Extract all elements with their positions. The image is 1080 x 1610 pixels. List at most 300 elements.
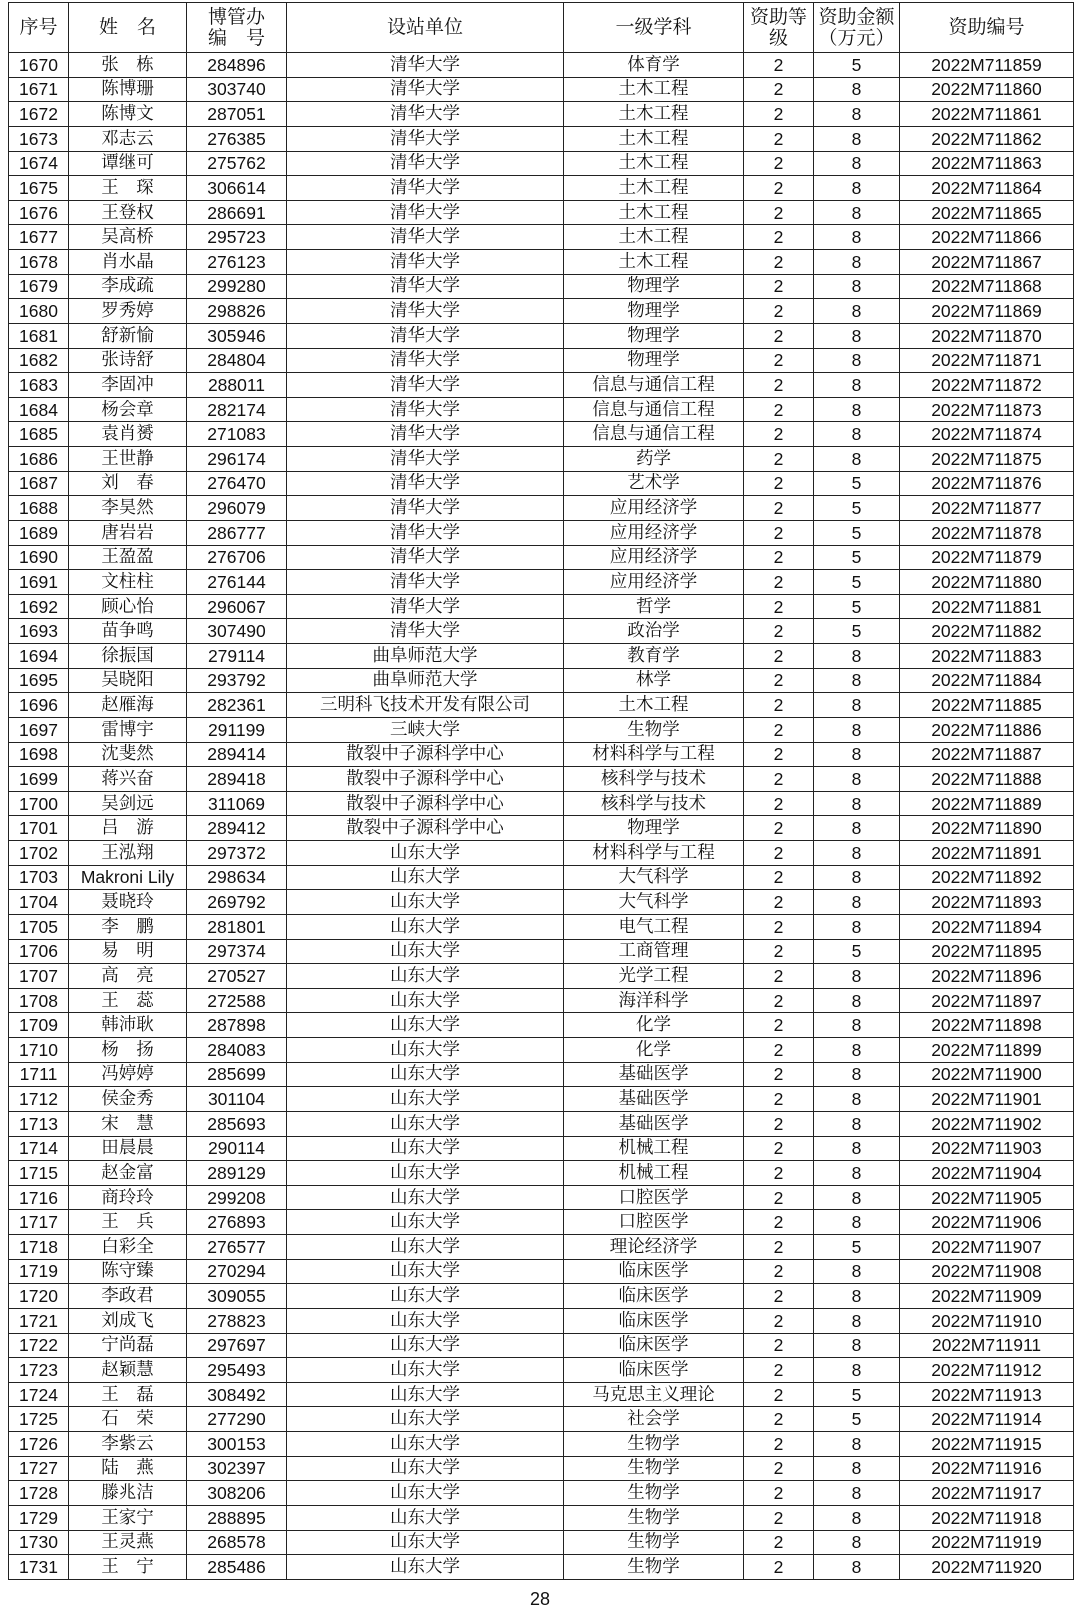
funding-no-cell: 2022M711916 xyxy=(900,1456,1074,1481)
seq-cell: 1727 xyxy=(9,1456,69,1481)
amount-cell: 8 xyxy=(814,1308,900,1333)
table-body xyxy=(9,53,1074,1580)
office-no-cell: 289129 xyxy=(187,1161,287,1186)
seq-cell: 1679 xyxy=(9,274,69,299)
amount-cell: 8 xyxy=(814,717,900,742)
station-cell: 山东大学 xyxy=(287,1530,564,1555)
table-row xyxy=(9,693,1074,718)
office-no-cell: 289418 xyxy=(187,767,287,792)
grade-cell: 2 xyxy=(744,1111,814,1136)
seq-cell: 1712 xyxy=(9,1087,69,1112)
station-cell: 清华大学 xyxy=(287,53,564,78)
table-row xyxy=(9,373,1074,398)
discipline-cell: 应用经济学 xyxy=(564,545,744,570)
discipline-cell: 临床医学 xyxy=(564,1308,744,1333)
station-cell: 山东大学 xyxy=(287,914,564,939)
amount-cell: 8 xyxy=(814,397,900,422)
office-no-cell: 275762 xyxy=(187,151,287,176)
funding-no-cell: 2022M711880 xyxy=(900,570,1074,595)
funding-no-cell: 2022M711895 xyxy=(900,939,1074,964)
name-cell: 罗秀婷 xyxy=(69,299,187,324)
name-cell: 李固冲 xyxy=(69,373,187,398)
station-cell: 山东大学 xyxy=(287,1382,564,1407)
page-number: 28 xyxy=(529,1589,551,1609)
amount-cell: 8 xyxy=(814,1358,900,1383)
table-row xyxy=(9,619,1074,644)
seq-cell: 1717 xyxy=(9,1210,69,1235)
amount-cell: 5 xyxy=(814,53,900,78)
amount-cell: 5 xyxy=(814,1235,900,1260)
funding-no-cell: 2022M711905 xyxy=(900,1185,1074,1210)
name-cell: 王 蕊 xyxy=(69,988,187,1013)
funding-no-cell: 2022M711883 xyxy=(900,644,1074,669)
funding-no-cell: 2022M711893 xyxy=(900,890,1074,915)
discipline-cell: 基础医学 xyxy=(564,1087,744,1112)
grade-cell: 2 xyxy=(744,988,814,1013)
grade-cell: 2 xyxy=(744,1259,814,1284)
amount-cell: 8 xyxy=(814,865,900,890)
discipline-cell: 生物学 xyxy=(564,1505,744,1530)
station-cell: 山东大学 xyxy=(287,890,564,915)
office-no-cell: 287898 xyxy=(187,1013,287,1038)
grade-cell: 2 xyxy=(744,1087,814,1112)
station-cell: 散裂中子源科学中心 xyxy=(287,816,564,841)
amount-cell: 8 xyxy=(814,1259,900,1284)
discipline-cell: 艺术学 xyxy=(564,471,744,496)
header-funding-no: 资助编号 xyxy=(900,3,1074,53)
table-row xyxy=(9,1456,1074,1481)
amount-cell: 8 xyxy=(814,816,900,841)
discipline-cell: 物理学 xyxy=(564,348,744,373)
funding-no-cell: 2022M711876 xyxy=(900,471,1074,496)
table-row xyxy=(9,841,1074,866)
discipline-cell: 临床医学 xyxy=(564,1333,744,1358)
funding-no-cell: 2022M711889 xyxy=(900,791,1074,816)
name-cell: 舒新愉 xyxy=(69,323,187,348)
header-office-no: 博管办 编 号 xyxy=(187,3,287,53)
seq-cell: 1728 xyxy=(9,1481,69,1506)
amount-cell: 8 xyxy=(814,299,900,324)
office-no-cell: 284083 xyxy=(187,1038,287,1063)
funding-no-cell: 2022M711864 xyxy=(900,176,1074,201)
office-no-cell: 276577 xyxy=(187,1235,287,1260)
office-no-cell: 309055 xyxy=(187,1284,287,1309)
amount-cell: 8 xyxy=(814,890,900,915)
funding-no-cell: 2022M711872 xyxy=(900,373,1074,398)
grade-cell: 2 xyxy=(744,668,814,693)
amount-cell: 8 xyxy=(814,1111,900,1136)
funding-no-cell: 2022M711918 xyxy=(900,1505,1074,1530)
station-cell: 山东大学 xyxy=(287,1333,564,1358)
seq-cell: 1675 xyxy=(9,176,69,201)
table-row xyxy=(9,1284,1074,1309)
office-no-cell: 276385 xyxy=(187,126,287,151)
amount-cell: 8 xyxy=(814,1530,900,1555)
discipline-cell: 信息与通信工程 xyxy=(564,397,744,422)
seq-cell: 1677 xyxy=(9,225,69,250)
table-row xyxy=(9,1308,1074,1333)
grade-cell: 2 xyxy=(744,1161,814,1186)
funding-no-cell: 2022M711873 xyxy=(900,397,1074,422)
discipline-cell: 物理学 xyxy=(564,274,744,299)
amount-cell: 8 xyxy=(814,225,900,250)
name-cell: 刘成飞 xyxy=(69,1308,187,1333)
name-cell: 陈守臻 xyxy=(69,1259,187,1284)
discipline-cell: 土木工程 xyxy=(564,200,744,225)
funding-no-cell: 2022M711913 xyxy=(900,1382,1074,1407)
amount-cell: 8 xyxy=(814,250,900,275)
station-cell: 山东大学 xyxy=(287,1062,564,1087)
office-no-cell: 268578 xyxy=(187,1530,287,1555)
seq-cell: 1724 xyxy=(9,1382,69,1407)
table-row xyxy=(9,914,1074,939)
amount-cell: 8 xyxy=(814,791,900,816)
amount-cell: 8 xyxy=(814,1038,900,1063)
station-cell: 散裂中子源科学中心 xyxy=(287,742,564,767)
grade-cell: 2 xyxy=(744,1062,814,1087)
funding-no-cell: 2022M711903 xyxy=(900,1136,1074,1161)
station-cell: 曲阜师范大学 xyxy=(287,644,564,669)
seq-cell: 1682 xyxy=(9,348,69,373)
funding-no-cell: 2022M711871 xyxy=(900,348,1074,373)
station-cell: 清华大学 xyxy=(287,545,564,570)
amount-cell: 8 xyxy=(814,151,900,176)
table-row xyxy=(9,1235,1074,1260)
funding-no-cell: 2022M711890 xyxy=(900,816,1074,841)
office-no-cell: 308492 xyxy=(187,1382,287,1407)
seq-cell: 1726 xyxy=(9,1432,69,1457)
seq-cell: 1729 xyxy=(9,1505,69,1530)
name-cell: 王灵燕 xyxy=(69,1530,187,1555)
grade-cell: 2 xyxy=(744,693,814,718)
table-row xyxy=(9,348,1074,373)
station-cell: 清华大学 xyxy=(287,348,564,373)
station-cell: 山东大学 xyxy=(287,1038,564,1063)
funding-no-cell: 2022M711904 xyxy=(900,1161,1074,1186)
name-cell: 杨 扬 xyxy=(69,1038,187,1063)
discipline-cell: 生物学 xyxy=(564,1481,744,1506)
name-cell: 李政君 xyxy=(69,1284,187,1309)
office-no-cell: 271083 xyxy=(187,422,287,447)
funding-no-cell: 2022M711878 xyxy=(900,520,1074,545)
funding-no-cell: 2022M711888 xyxy=(900,767,1074,792)
discipline-cell: 哲学 xyxy=(564,594,744,619)
funding-no-cell: 2022M711860 xyxy=(900,77,1074,102)
name-cell: 吴剑远 xyxy=(69,791,187,816)
amount-cell: 5 xyxy=(814,1382,900,1407)
table-row xyxy=(9,225,1074,250)
funding-no-cell: 2022M711863 xyxy=(900,151,1074,176)
grade-cell: 2 xyxy=(744,1185,814,1210)
station-cell: 清华大学 xyxy=(287,225,564,250)
table-row xyxy=(9,890,1074,915)
funding-no-cell: 2022M711868 xyxy=(900,274,1074,299)
table-row xyxy=(9,767,1074,792)
name-cell: 袁肖赟 xyxy=(69,422,187,447)
funding-no-cell: 2022M711887 xyxy=(900,742,1074,767)
station-cell: 山东大学 xyxy=(287,988,564,1013)
seq-cell: 1671 xyxy=(9,77,69,102)
table-row xyxy=(9,1259,1074,1284)
grade-cell: 2 xyxy=(744,496,814,521)
office-no-cell: 282174 xyxy=(187,397,287,422)
table-row xyxy=(9,274,1074,299)
name-cell: 冯婷婷 xyxy=(69,1062,187,1087)
funding-no-cell: 2022M711919 xyxy=(900,1530,1074,1555)
header-discipline: 一级学科 xyxy=(564,3,744,53)
grade-cell: 2 xyxy=(744,890,814,915)
grade-cell: 2 xyxy=(744,348,814,373)
table-row xyxy=(9,939,1074,964)
name-cell: 宁尚磊 xyxy=(69,1333,187,1358)
name-cell: 刘 春 xyxy=(69,471,187,496)
table-row xyxy=(9,520,1074,545)
table-row xyxy=(9,1555,1074,1580)
amount-cell: 8 xyxy=(814,1161,900,1186)
discipline-cell: 应用经济学 xyxy=(564,496,744,521)
name-cell: 王 琛 xyxy=(69,176,187,201)
table-row xyxy=(9,53,1074,78)
discipline-cell: 土木工程 xyxy=(564,77,744,102)
grade-cell: 2 xyxy=(744,1210,814,1235)
table-row xyxy=(9,200,1074,225)
seq-cell: 1673 xyxy=(9,126,69,151)
amount-cell: 8 xyxy=(814,348,900,373)
funding-no-cell: 2022M711882 xyxy=(900,619,1074,644)
office-no-cell: 302397 xyxy=(187,1456,287,1481)
grade-cell: 2 xyxy=(744,1284,814,1309)
station-cell: 三峡大学 xyxy=(287,717,564,742)
name-cell: 肖水晶 xyxy=(69,250,187,275)
seq-cell: 1692 xyxy=(9,594,69,619)
table-row xyxy=(9,1481,1074,1506)
office-no-cell: 276123 xyxy=(187,250,287,275)
seq-cell: 1721 xyxy=(9,1308,69,1333)
table-row xyxy=(9,102,1074,127)
grade-cell: 2 xyxy=(744,299,814,324)
table-row xyxy=(9,250,1074,275)
name-cell: 王世静 xyxy=(69,447,187,472)
table-row xyxy=(9,1087,1074,1112)
grade-cell: 2 xyxy=(744,471,814,496)
station-cell: 山东大学 xyxy=(287,1555,564,1580)
discipline-cell: 土木工程 xyxy=(564,176,744,201)
table-row xyxy=(9,1013,1074,1038)
funding-no-cell: 2022M711859 xyxy=(900,53,1074,78)
discipline-cell: 化学 xyxy=(564,1013,744,1038)
office-no-cell: 277290 xyxy=(187,1407,287,1432)
discipline-cell: 大气科学 xyxy=(564,865,744,890)
name-cell: 韩沛耿 xyxy=(69,1013,187,1038)
station-cell: 山东大学 xyxy=(287,1407,564,1432)
office-no-cell: 299280 xyxy=(187,274,287,299)
grade-cell: 2 xyxy=(744,1481,814,1506)
discipline-cell: 土木工程 xyxy=(564,102,744,127)
grade-cell: 2 xyxy=(744,767,814,792)
table-row xyxy=(9,397,1074,422)
name-cell: 赵雁海 xyxy=(69,693,187,718)
station-cell: 山东大学 xyxy=(287,1481,564,1506)
station-cell: 清华大学 xyxy=(287,471,564,496)
name-cell: 王泓翔 xyxy=(69,841,187,866)
grade-cell: 2 xyxy=(744,77,814,102)
amount-cell: 5 xyxy=(814,619,900,644)
name-cell: 苗争鸣 xyxy=(69,619,187,644)
seq-cell: 1706 xyxy=(9,939,69,964)
seq-cell: 1702 xyxy=(9,841,69,866)
funding-no-cell: 2022M711865 xyxy=(900,200,1074,225)
grade-cell: 2 xyxy=(744,1358,814,1383)
funding-no-cell: 2022M711915 xyxy=(900,1432,1074,1457)
funding-no-cell: 2022M711892 xyxy=(900,865,1074,890)
discipline-cell: 社会学 xyxy=(564,1407,744,1432)
station-cell: 清华大学 xyxy=(287,570,564,595)
station-cell: 清华大学 xyxy=(287,397,564,422)
grade-cell: 2 xyxy=(744,1333,814,1358)
name-cell: 王 兵 xyxy=(69,1210,187,1235)
grade-cell: 2 xyxy=(744,1456,814,1481)
discipline-cell: 口腔医学 xyxy=(564,1210,744,1235)
funding-no-cell: 2022M711891 xyxy=(900,841,1074,866)
funding-no-cell: 2022M711917 xyxy=(900,1481,1074,1506)
office-no-cell: 282361 xyxy=(187,693,287,718)
amount-cell: 8 xyxy=(814,964,900,989)
funding-table xyxy=(8,2,1074,1580)
funding-no-cell: 2022M711912 xyxy=(900,1358,1074,1383)
discipline-cell: 生物学 xyxy=(564,1530,744,1555)
grade-cell: 2 xyxy=(744,1136,814,1161)
seq-cell: 1710 xyxy=(9,1038,69,1063)
discipline-cell: 土木工程 xyxy=(564,126,744,151)
station-cell: 山东大学 xyxy=(287,1235,564,1260)
funding-no-cell: 2022M711906 xyxy=(900,1210,1074,1235)
grade-cell: 2 xyxy=(744,619,814,644)
amount-cell: 5 xyxy=(814,471,900,496)
table-row xyxy=(9,422,1074,447)
office-no-cell: 295723 xyxy=(187,225,287,250)
seq-cell: 1730 xyxy=(9,1530,69,1555)
seq-cell: 1731 xyxy=(9,1555,69,1580)
seq-cell: 1684 xyxy=(9,397,69,422)
amount-cell: 8 xyxy=(814,1284,900,1309)
office-no-cell: 298634 xyxy=(187,865,287,890)
office-no-cell: 269792 xyxy=(187,890,287,915)
office-no-cell: 298826 xyxy=(187,299,287,324)
funding-no-cell: 2022M711897 xyxy=(900,988,1074,1013)
office-no-cell: 300153 xyxy=(187,1432,287,1457)
station-cell: 清华大学 xyxy=(287,200,564,225)
station-cell: 山东大学 xyxy=(287,1432,564,1457)
table-row xyxy=(9,471,1074,496)
grade-cell: 2 xyxy=(744,742,814,767)
grade-cell: 2 xyxy=(744,53,814,78)
office-no-cell: 270527 xyxy=(187,964,287,989)
discipline-cell: 应用经济学 xyxy=(564,520,744,545)
name-cell: 白彩全 xyxy=(69,1235,187,1260)
grade-cell: 2 xyxy=(744,1038,814,1063)
amount-cell: 5 xyxy=(814,939,900,964)
office-no-cell: 270294 xyxy=(187,1259,287,1284)
discipline-cell: 体育学 xyxy=(564,53,744,78)
table-row xyxy=(9,496,1074,521)
funding-no-cell: 2022M711899 xyxy=(900,1038,1074,1063)
station-cell: 山东大学 xyxy=(287,1013,564,1038)
amount-cell: 8 xyxy=(814,1432,900,1457)
table-row xyxy=(9,323,1074,348)
seq-cell: 1691 xyxy=(9,570,69,595)
table-row xyxy=(9,594,1074,619)
header-amount: 资助金额 （万元） xyxy=(814,3,900,53)
amount-cell: 8 xyxy=(814,1505,900,1530)
office-no-cell: 285693 xyxy=(187,1111,287,1136)
seq-cell: 1716 xyxy=(9,1185,69,1210)
amount-cell: 8 xyxy=(814,1062,900,1087)
name-cell: 张诗舒 xyxy=(69,348,187,373)
amount-cell: 8 xyxy=(814,77,900,102)
office-no-cell: 297374 xyxy=(187,939,287,964)
seq-cell: 1700 xyxy=(9,791,69,816)
name-cell: 李昊然 xyxy=(69,496,187,521)
grade-cell: 2 xyxy=(744,1555,814,1580)
funding-no-cell: 2022M711910 xyxy=(900,1308,1074,1333)
seq-cell: 1701 xyxy=(9,816,69,841)
office-no-cell: 276470 xyxy=(187,471,287,496)
amount-cell: 8 xyxy=(814,1136,900,1161)
amount-cell: 8 xyxy=(814,988,900,1013)
office-no-cell: 272588 xyxy=(187,988,287,1013)
grade-cell: 2 xyxy=(744,644,814,669)
table-row xyxy=(9,299,1074,324)
seq-cell: 1714 xyxy=(9,1136,69,1161)
table-row xyxy=(9,816,1074,841)
office-no-cell: 301104 xyxy=(187,1087,287,1112)
grade-cell: 2 xyxy=(744,964,814,989)
grade-cell: 2 xyxy=(744,545,814,570)
office-no-cell: 306614 xyxy=(187,176,287,201)
seq-cell: 1709 xyxy=(9,1013,69,1038)
office-no-cell: 284804 xyxy=(187,348,287,373)
station-cell: 清华大学 xyxy=(287,496,564,521)
discipline-cell: 核科学与技术 xyxy=(564,767,744,792)
amount-cell: 8 xyxy=(814,1210,900,1235)
name-cell: 沈斐然 xyxy=(69,742,187,767)
amount-cell: 8 xyxy=(814,422,900,447)
amount-cell: 8 xyxy=(814,447,900,472)
station-cell: 山东大学 xyxy=(287,1210,564,1235)
grade-cell: 2 xyxy=(744,1382,814,1407)
funding-no-cell: 2022M711881 xyxy=(900,594,1074,619)
seq-cell: 1672 xyxy=(9,102,69,127)
name-cell: 商玲玲 xyxy=(69,1185,187,1210)
funding-no-cell: 2022M711920 xyxy=(900,1555,1074,1580)
station-cell: 清华大学 xyxy=(287,102,564,127)
discipline-cell: 核科学与技术 xyxy=(564,791,744,816)
station-cell: 山东大学 xyxy=(287,964,564,989)
seq-cell: 1718 xyxy=(9,1235,69,1260)
station-cell: 清华大学 xyxy=(287,126,564,151)
table-row xyxy=(9,1185,1074,1210)
office-no-cell: 311069 xyxy=(187,791,287,816)
table-row xyxy=(9,1111,1074,1136)
discipline-cell: 光学工程 xyxy=(564,964,744,989)
seq-cell: 1683 xyxy=(9,373,69,398)
grade-cell: 2 xyxy=(744,594,814,619)
discipline-cell: 理论经济学 xyxy=(564,1235,744,1260)
amount-cell: 5 xyxy=(814,496,900,521)
station-cell: 山东大学 xyxy=(287,1358,564,1383)
discipline-cell: 物理学 xyxy=(564,323,744,348)
grade-cell: 2 xyxy=(744,447,814,472)
